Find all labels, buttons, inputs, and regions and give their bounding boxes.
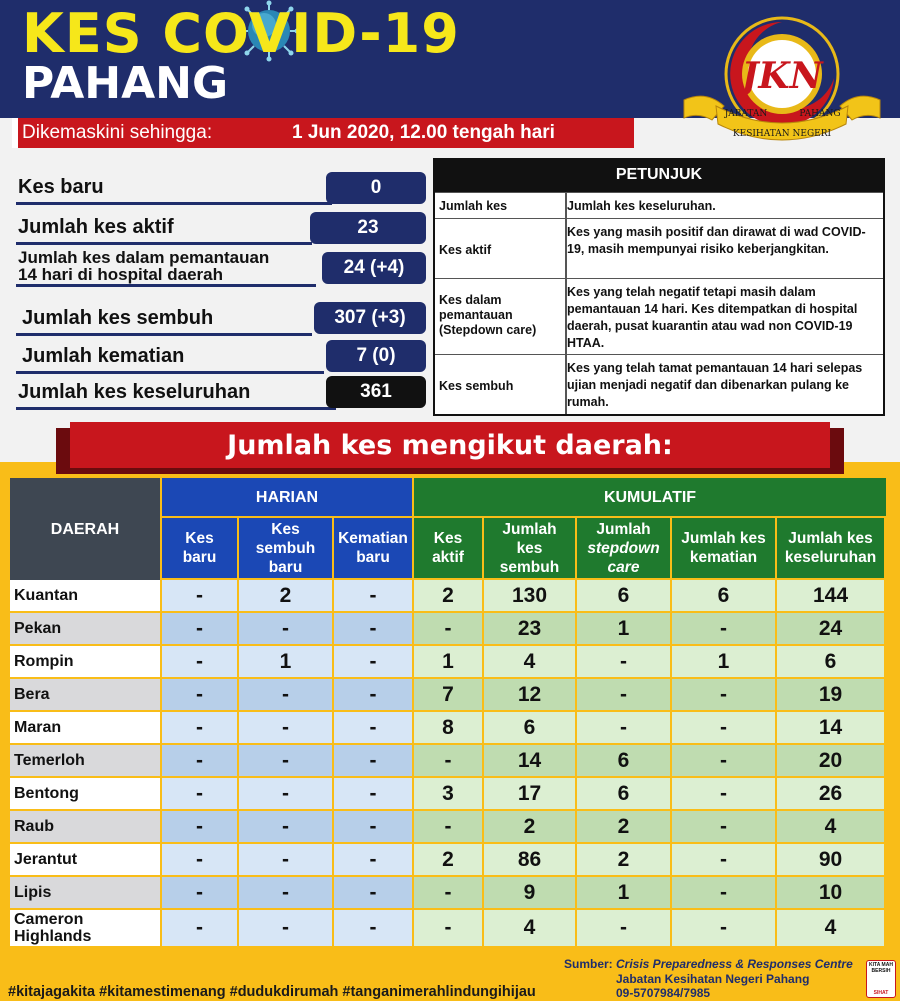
table-cell: 24 [777,613,884,644]
table-cell: 2 [414,580,482,611]
table-cell: 14 [484,745,575,776]
district-name: Rompin [10,646,160,677]
table-cell: - [239,679,332,710]
source-department: Jabatan Kesihatan Negeri Pahang [616,972,810,986]
table-cell: - [162,910,237,946]
summary-value-kes-aktif: 23 [310,212,426,244]
column-header [239,518,332,578]
table-cell: - [162,580,237,611]
legend-term: Kes dalam pemantauan (Stepdown care) [439,293,537,337]
column-header-text: Jumlah [502,520,557,538]
table-cell: - [672,811,775,842]
table-cell: - [334,844,412,875]
district-name: Lipis [10,877,160,908]
table-cell: 2 [239,580,332,611]
legend-row [435,218,883,278]
district-banner: Jumlah kes mengikut daerah: [70,422,830,468]
district-name: Raub [10,811,160,842]
summary-label-kes-baru: Kes baru [18,176,104,198]
table-cell: 4 [484,910,575,946]
table-cell: 23 [484,613,575,644]
table-cell: - [239,877,332,908]
table-cell: - [162,646,237,677]
table-cell: - [162,844,237,875]
table-cell: 130 [484,580,575,611]
table-cell: - [334,778,412,809]
summary-label-kes-aktif: Jumlah kes aktif [18,216,174,238]
logo-ribbon-bottom: KESIHATAN NEGERI [732,129,832,139]
table-cell: - [334,712,412,743]
table-cell: - [672,877,775,908]
table-cell: - [414,811,482,842]
legend-definition: Kes yang masih positif dan dirawat di wad COVID-19, masih mempunyai risiko keberjangkitan. [567,225,866,256]
table-cell: - [162,679,237,710]
table-cell: 3 [414,778,482,809]
legend-row [435,278,883,354]
hashtags: #kitajagakita #kitamestimenang #dudukdirumah #tanganimerahlindungihijau [8,984,536,1000]
district-name: Kuantan [10,580,160,611]
column-header-text: baru [356,549,390,566]
table-cell: 8 [414,712,482,743]
table-cell: - [239,778,332,809]
table-cell: - [334,679,412,710]
column-header-text: Kes [433,530,463,547]
table-cell: 86 [484,844,575,875]
table-cell: 6 [577,778,670,809]
table-cell: - [577,910,670,946]
district-name: Bera [10,679,160,710]
legend-term: Jumlah kes [439,199,508,213]
table-cell: - [672,844,775,875]
summary-label-kematian: Jumlah kematian [22,345,185,367]
table-cell: 6 [484,712,575,743]
table-cell: - [414,613,482,644]
column-header-text: baru [182,549,217,566]
table-cell: - [672,712,775,743]
column-header [777,518,884,578]
legend-definition: Jumlah kes keseluruhan. [567,199,716,213]
jkn-logo [676,8,888,158]
district-name: Pekan [10,613,160,644]
table-cell: 7 [414,679,482,710]
district-name: Jerantut [10,844,160,875]
summary-underline [16,284,316,287]
table-cell: 6 [577,745,670,776]
column-header-text: keseluruhan [784,549,877,566]
legend-row [435,192,883,218]
district-name: Bentong [10,778,160,809]
legend-row [435,354,883,414]
source-label: Sumber: [564,957,613,971]
summary-value-keseluruhan: 361 [326,376,426,408]
column-header [484,518,575,578]
district-name-line: Cameron [14,911,84,928]
page-title: KES COVID-19 [22,2,460,65]
table-cell: - [239,844,332,875]
table-cell: 2 [577,811,670,842]
summary-underline [16,242,312,245]
table-cell: - [414,745,482,776]
table-cell: 6 [777,646,884,677]
column-header-text: stepdown [587,539,660,557]
column-header-text: Jumlah kes [788,530,873,547]
table-cell: - [672,679,775,710]
table-cell: 1 [577,877,670,908]
table-cell: 20 [777,745,884,776]
table-cell: - [162,712,237,743]
table-cell: - [162,877,237,908]
summary-value-kes-baru: 0 [326,172,426,204]
table-cell: - [672,613,775,644]
table-cell: 144 [777,580,884,611]
logo-ribbon-right: PAHANG [799,109,841,119]
table-cell: - [162,745,237,776]
column-header-text: baru [268,558,303,576]
update-label: Dikemaskini sehingga: [22,122,213,143]
table-cell: - [239,910,332,946]
column-header-text: sembuh [499,558,560,576]
summary-underline [16,333,312,336]
table-cell: 17 [484,778,575,809]
table-cell: - [334,646,412,677]
column-header-text: Kes [271,520,300,538]
table-cell: 10 [777,877,884,908]
column-header-text: Jumlah kes [681,530,766,547]
summary-label-keseluruhan: Jumlah kes keseluruhan [18,381,251,403]
column-header-text: aktif [432,549,464,566]
column-header-text: kes [516,539,543,557]
table-cell: - [334,745,412,776]
table-cell: - [672,778,775,809]
column-header [672,518,775,578]
badge-bottom-text: SIHAT [873,990,889,996]
logo-ribbon-left: JABATAN [724,109,768,119]
district-name [10,910,160,946]
column-header-daerah: DAERAH [10,478,160,580]
table-cell: 1 [672,646,775,677]
district-name: Temerloh [10,745,160,776]
column-header-text: Kematian [338,530,408,547]
table-cell: - [577,646,670,677]
table-cell: - [239,811,332,842]
table-cell: - [334,811,412,842]
table-cell: 2 [577,844,670,875]
legend-term: Kes aktif [439,243,492,257]
logo-initials: JKN [741,55,823,97]
group-header-kumulatif: KUMULATIF [414,478,886,516]
table-cell: 4 [484,646,575,677]
legend-definition: Kes yang telah negatif tetapi masih dalam pemantauan 14 hari. Kes ditempatkan di hospital daerah, pusat kuarantin atau wad non COVID-19 HTAA. [567,285,858,350]
table-cell: 1 [414,646,482,677]
table-cell: 4 [777,811,884,842]
table-cell: 4 [777,910,884,946]
table-cell: - [577,679,670,710]
summary-label-pemantauan [18,249,269,283]
district-table [10,478,886,952]
table-cell: - [162,811,237,842]
district-name: Maran [10,712,160,743]
source-name: Crisis Preparedness & Responses Centre [616,957,853,971]
column-header-text: kematian [689,549,758,566]
legend-term: Kes sembuh [439,379,514,393]
column-header [577,518,670,578]
column-header-text: sembuh [255,539,316,557]
table-cell: - [414,910,482,946]
table-cell: - [334,580,412,611]
table-cell: 26 [777,778,884,809]
summary-value-kematian: 7 (0) [326,340,426,372]
table-cell: - [672,910,775,946]
summary-value-pemantauan: 24 (+4) [322,252,426,284]
table-cell: 2 [414,844,482,875]
summary-underline [16,407,336,410]
table-cell: - [239,613,332,644]
table-cell: - [577,712,670,743]
summary-underline [16,371,324,374]
table-cell: 1 [577,613,670,644]
table-cell: 9 [484,877,575,908]
table-cell: - [334,910,412,946]
column-header-text: Kes [185,530,214,547]
summary-value-kes-sembuh: 307 (+3) [314,302,426,334]
table-cell: 1 [239,646,332,677]
table-cell: 6 [577,580,670,611]
summary-underline [16,202,332,205]
table-cell: 90 [777,844,884,875]
source-phone: 09-5707984/7985 [616,986,711,1000]
table-cell: - [334,613,412,644]
group-header-harian: HARIAN [162,478,412,516]
table-cell: - [162,778,237,809]
table-cell: 14 [777,712,884,743]
summary-label-kes-sembuh: Jumlah kes sembuh [22,307,214,329]
table-cell: - [162,613,237,644]
table-cell: - [414,877,482,908]
table-cell: 19 [777,679,884,710]
table-cell: - [672,745,775,776]
table-cell: - [334,877,412,908]
legend-definition: Kes yang telah tamat pemantauan 14 hari selepas ujian menjadi negatif dan dibenarkan pulang ke rumah. [567,361,863,409]
column-header [334,518,412,578]
table-cell: 12 [484,679,575,710]
column-header-text: care [607,558,640,576]
summary-label-pemantauan-line1: Jumlah kes dalam pemantauan [18,248,270,267]
table-cell: 2 [484,811,575,842]
badge-top-text: KITA MAH BERSIH [869,962,893,974]
summary-label-pemantauan-line2: 14 hari di hospital daerah [18,265,224,284]
column-header [162,518,237,578]
update-timestamp: 1 Jun 2020, 12.00 tengah hari [292,122,555,143]
legend-title: PETUNJUK [433,158,885,192]
column-header [414,518,482,578]
column-header-text: Jumlah [596,520,651,538]
page-subtitle: PAHANG [22,58,229,109]
table-cell: - [239,745,332,776]
district-name-line: Highlands [14,928,92,945]
table-cell: 6 [672,580,775,611]
table-cell: - [239,712,332,743]
